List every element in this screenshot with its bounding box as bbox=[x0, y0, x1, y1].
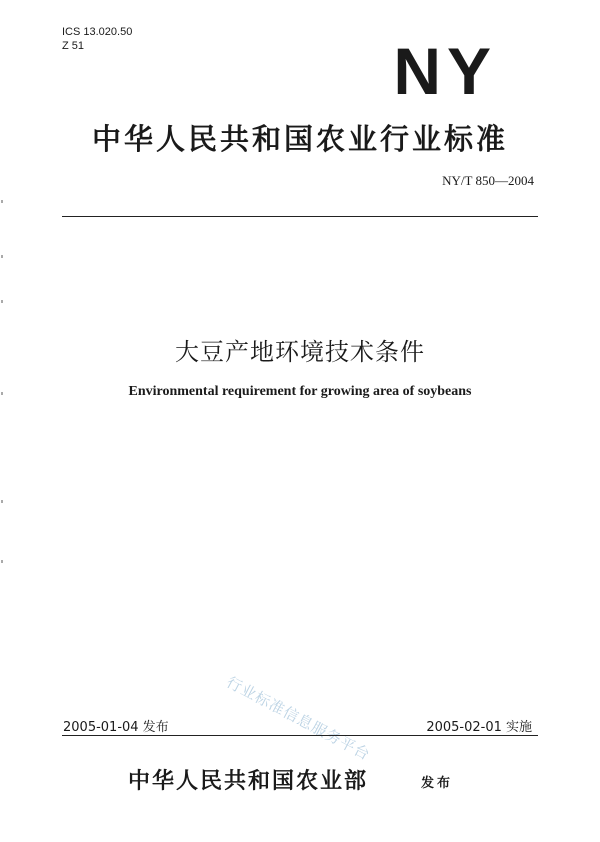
margin-mark bbox=[1, 255, 3, 258]
margin-mark bbox=[1, 300, 3, 303]
standard-type-heading: 中华人民共和国农业行业标准 bbox=[91, 122, 508, 156]
document-title-chinese: 大豆产地环境技术条件 bbox=[175, 338, 425, 366]
publisher-name: 中华人民共和国农业部 bbox=[128, 769, 369, 794]
margin-mark bbox=[1, 560, 3, 563]
issue-date: 2005-01-04 发布 bbox=[63, 720, 169, 735]
margin-mark bbox=[1, 500, 3, 503]
standard-number: NY/T 850—2004 bbox=[442, 173, 534, 188]
margin-mark bbox=[1, 392, 3, 395]
ics-code: ICS 13.020.50 bbox=[62, 26, 133, 38]
category-code: Z 51 bbox=[62, 40, 85, 52]
publisher-action: 发布 bbox=[421, 776, 454, 791]
footer-divider bbox=[62, 735, 538, 736]
margin-mark bbox=[1, 200, 3, 203]
document-title-english: Environmental requirement for growing area of soybeans bbox=[128, 384, 472, 399]
classification-codes bbox=[62, 25, 132, 53]
ny-logo: NY bbox=[393, 34, 497, 108]
implementation-date: 2005-02-01 实施 bbox=[426, 720, 532, 735]
header-divider bbox=[62, 216, 538, 217]
watermark: 行业标准信息服务平台 bbox=[223, 672, 374, 765]
